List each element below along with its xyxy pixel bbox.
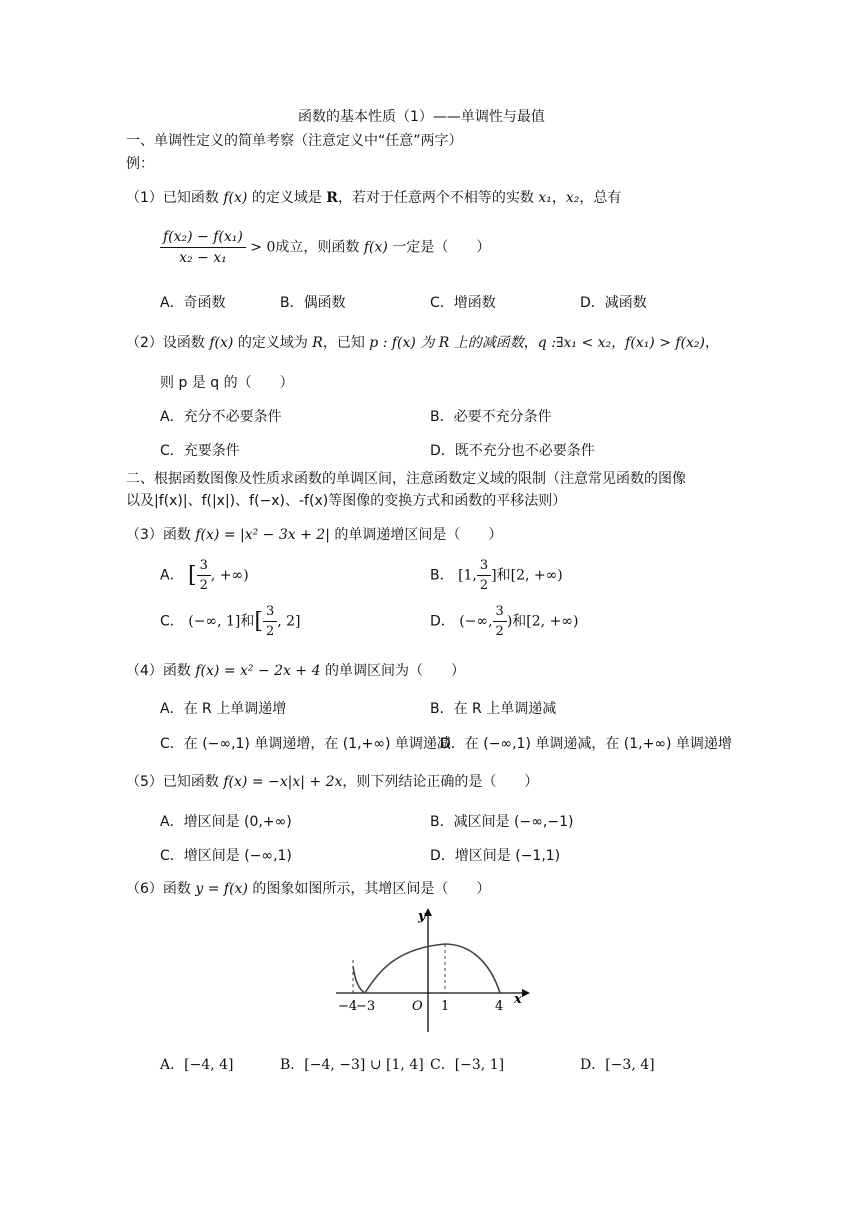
q2-R: R <box>312 335 323 351</box>
q5-expression: f(x) = −x|x| + 2x <box>223 774 343 790</box>
origin-label: O <box>412 999 423 1014</box>
q1-gt0: > 0 <box>245 239 276 256</box>
q1-stem <box>126 187 621 207</box>
q1-number: （1） <box>126 190 163 206</box>
and-word: 和 <box>240 613 255 630</box>
option-label: D． <box>430 613 455 630</box>
interval-first: (−∞, 1] <box>188 613 241 630</box>
denominator: 2 <box>265 624 275 639</box>
function-curve-main <box>365 944 500 993</box>
numerator: 3 <box>493 604 507 622</box>
bracket: ) <box>506 613 513 630</box>
q4-stem <box>126 660 465 680</box>
q2-text: ，已知 <box>322 335 370 351</box>
q2-line2: 则 p 是 q 的（ ） <box>160 375 294 391</box>
q5-option-c[interactable]: C．增区间是 (−∞,1) <box>160 848 292 864</box>
bracket: [ <box>188 563 197 588</box>
q6-option-a[interactable]: A．[−4, 4] <box>160 1057 234 1073</box>
fraction-3-2 <box>263 604 277 639</box>
q2-option-b[interactable]: B．必要不充分条件 <box>430 409 552 425</box>
interval-rest: [2, +∞) <box>510 567 563 584</box>
example-label: 例： <box>126 156 154 172</box>
tick-label-4: 4 <box>495 999 504 1014</box>
option-label: C． <box>160 613 184 630</box>
function-curve-left <box>353 966 365 993</box>
q5-option-a[interactable]: A．增区间是 (0,+∞) <box>160 814 292 830</box>
q1-text: 的定义域是 <box>247 190 327 206</box>
interval-rest: [2, +∞) <box>526 613 579 630</box>
q6-text: 函数 <box>162 881 196 897</box>
q4-number: （4） <box>126 663 163 679</box>
q1-text: ， <box>551 190 566 206</box>
q2-text: 的定义域为 <box>233 335 313 351</box>
q4-option-c[interactable]: C．在 (−∞,1) 单调递增，在 (1,+∞) 单调递减 <box>160 736 451 752</box>
q1-R: R <box>326 190 338 206</box>
q1-fraction-line <box>160 229 490 266</box>
q5-number: （5） <box>126 774 163 790</box>
denominator: 2 <box>495 624 504 639</box>
q2-option-a[interactable]: A．充分不必要条件 <box>160 409 282 425</box>
interval-start: (−∞, <box>459 613 493 630</box>
fraction-3-2 <box>197 558 211 593</box>
q2-text: ， <box>705 335 720 351</box>
q3-expression: f(x) = |x² − 3x + 2| <box>195 527 330 543</box>
q2-p: p : f(x) 为 R 上的减函数 <box>369 335 524 351</box>
q3-stem <box>126 524 502 544</box>
q4-option-b[interactable]: B．在 R 上单调递减 <box>430 701 557 717</box>
q3-option-d[interactable] <box>430 604 578 639</box>
q1-fx: f(x) <box>223 190 248 206</box>
q5-stem <box>126 771 538 791</box>
q1-text: 已知函数 <box>162 190 224 206</box>
q5-option-d[interactable]: D．增区间是 (−1,1) <box>430 848 561 864</box>
q4-text: 的单调区间为（ ） <box>320 663 465 679</box>
q2-text: 设函数 <box>162 335 210 351</box>
q1-option-c[interactable]: C．增函数 <box>430 295 496 311</box>
q6-text: 的图象如图所示，其增区间是（ ） <box>247 881 491 897</box>
q2-option-d[interactable]: D．既不充分也不必要条件 <box>430 443 595 459</box>
y-axis-label: y <box>418 909 426 924</box>
option-label: A． <box>160 567 184 584</box>
q1-option-a[interactable]: A．奇函数 <box>160 295 226 311</box>
and-word: 和 <box>512 613 527 630</box>
q2-fx: f(x) <box>209 335 234 351</box>
denominator: 2 <box>199 578 208 593</box>
fraction-3-2 <box>493 604 507 639</box>
section2-heading-line2: 以及|f(x)|、f(|x|)、f(−x)、-f(x)等图像的变换方式和函数的平移法则） <box>126 493 567 509</box>
section1-heading: 一、单调性定义的简单考察（注意定义中“任意”两字） <box>126 133 463 149</box>
q1-fx: f(x) <box>363 239 388 256</box>
q2-q: q :∃x₁ < x₂，f(x₁) > f(x₂) <box>537 335 706 351</box>
q6-option-d[interactable]: D．[−3, 4] <box>580 1057 655 1073</box>
q1-text: ，总有 <box>579 190 622 206</box>
interval-start: [1, <box>458 567 477 584</box>
q3-option-a[interactable] <box>160 558 249 593</box>
q1-text: ，若对于任意两个不相等的实数 <box>337 190 539 206</box>
x-axis-label: x <box>514 992 522 1007</box>
tick-label-minus4: −4 <box>338 999 358 1014</box>
q2-stem <box>126 332 719 352</box>
tick-label-minus3: −3 <box>356 999 376 1014</box>
interval-rest: , +∞) <box>210 567 249 584</box>
numerator: 3 <box>197 558 211 576</box>
interval-rest: , 2] <box>277 613 301 630</box>
bracket: ] <box>491 567 497 584</box>
q1-fraction <box>160 229 246 266</box>
q5-text: ，则下列结论正确的是（ ） <box>342 774 539 790</box>
q6-expression: y = f(x) <box>195 881 248 897</box>
q6-number: （6） <box>126 881 163 897</box>
q6-stem <box>126 878 490 898</box>
q4-option-a[interactable]: A．在 R 上单调递增 <box>160 701 287 717</box>
q5-text: 已知函数 <box>162 774 224 790</box>
fraction-3-2 <box>477 558 491 593</box>
q1-fraction-denominator: x₂ − x₁ <box>179 250 227 266</box>
q1-x2: x₂ <box>565 190 580 206</box>
q1-text: 一定是（ ） <box>387 239 491 256</box>
q2-number: （2） <box>126 335 163 351</box>
tick-label-1: 1 <box>441 999 450 1014</box>
numerator: 3 <box>477 558 491 576</box>
q2-option-c[interactable]: C．充要条件 <box>160 443 240 459</box>
q4-option-d[interactable]: D．在 (−∞,1) 单调递减，在 (1,+∞) 单调递增 <box>440 736 732 752</box>
q4-text: 函数 <box>162 663 196 679</box>
q1-x1: x₁ <box>538 190 552 206</box>
q2-text: ， <box>523 335 538 351</box>
bracket: [ <box>254 609 263 634</box>
q1-text: 成立，则函数 <box>275 239 364 256</box>
and-word: 和 <box>496 567 511 584</box>
numerator: 3 <box>263 604 277 622</box>
page-title: 函数的基本性质（1）——单调性与最值 <box>298 109 545 125</box>
q3-option-b[interactable] <box>430 558 563 593</box>
q1-option-d[interactable]: D．减函数 <box>580 295 647 311</box>
section2-heading-line1: 二、根据函数图像及性质求函数的单调区间，注意函数定义域的限制（注意常见函数的图像 <box>126 471 686 487</box>
q5-option-b[interactable]: B．减区间是 (−∞,−1) <box>430 814 574 830</box>
option-label: B． <box>430 567 454 584</box>
q6-function-graph <box>330 900 540 1038</box>
q6-option-b[interactable]: B．[−4, −3] ∪ [1, 4] <box>280 1057 424 1073</box>
q4-expression: f(x) = x² − 2x + 4 <box>195 663 321 679</box>
q3-text: 的单调递增区间是（ ） <box>329 527 503 543</box>
denominator: 2 <box>479 578 489 593</box>
q3-option-c[interactable] <box>160 604 301 639</box>
q1-fraction-numerator: f(x₂) − f(x₁) <box>160 229 246 248</box>
q6-option-c[interactable]: C．[−3, 1] <box>430 1057 505 1073</box>
x-axis-arrow <box>522 989 530 997</box>
q3-text: 函数 <box>162 527 196 543</box>
q3-number: （3） <box>126 527 163 543</box>
q1-option-b[interactable]: B．偶函数 <box>280 295 346 311</box>
